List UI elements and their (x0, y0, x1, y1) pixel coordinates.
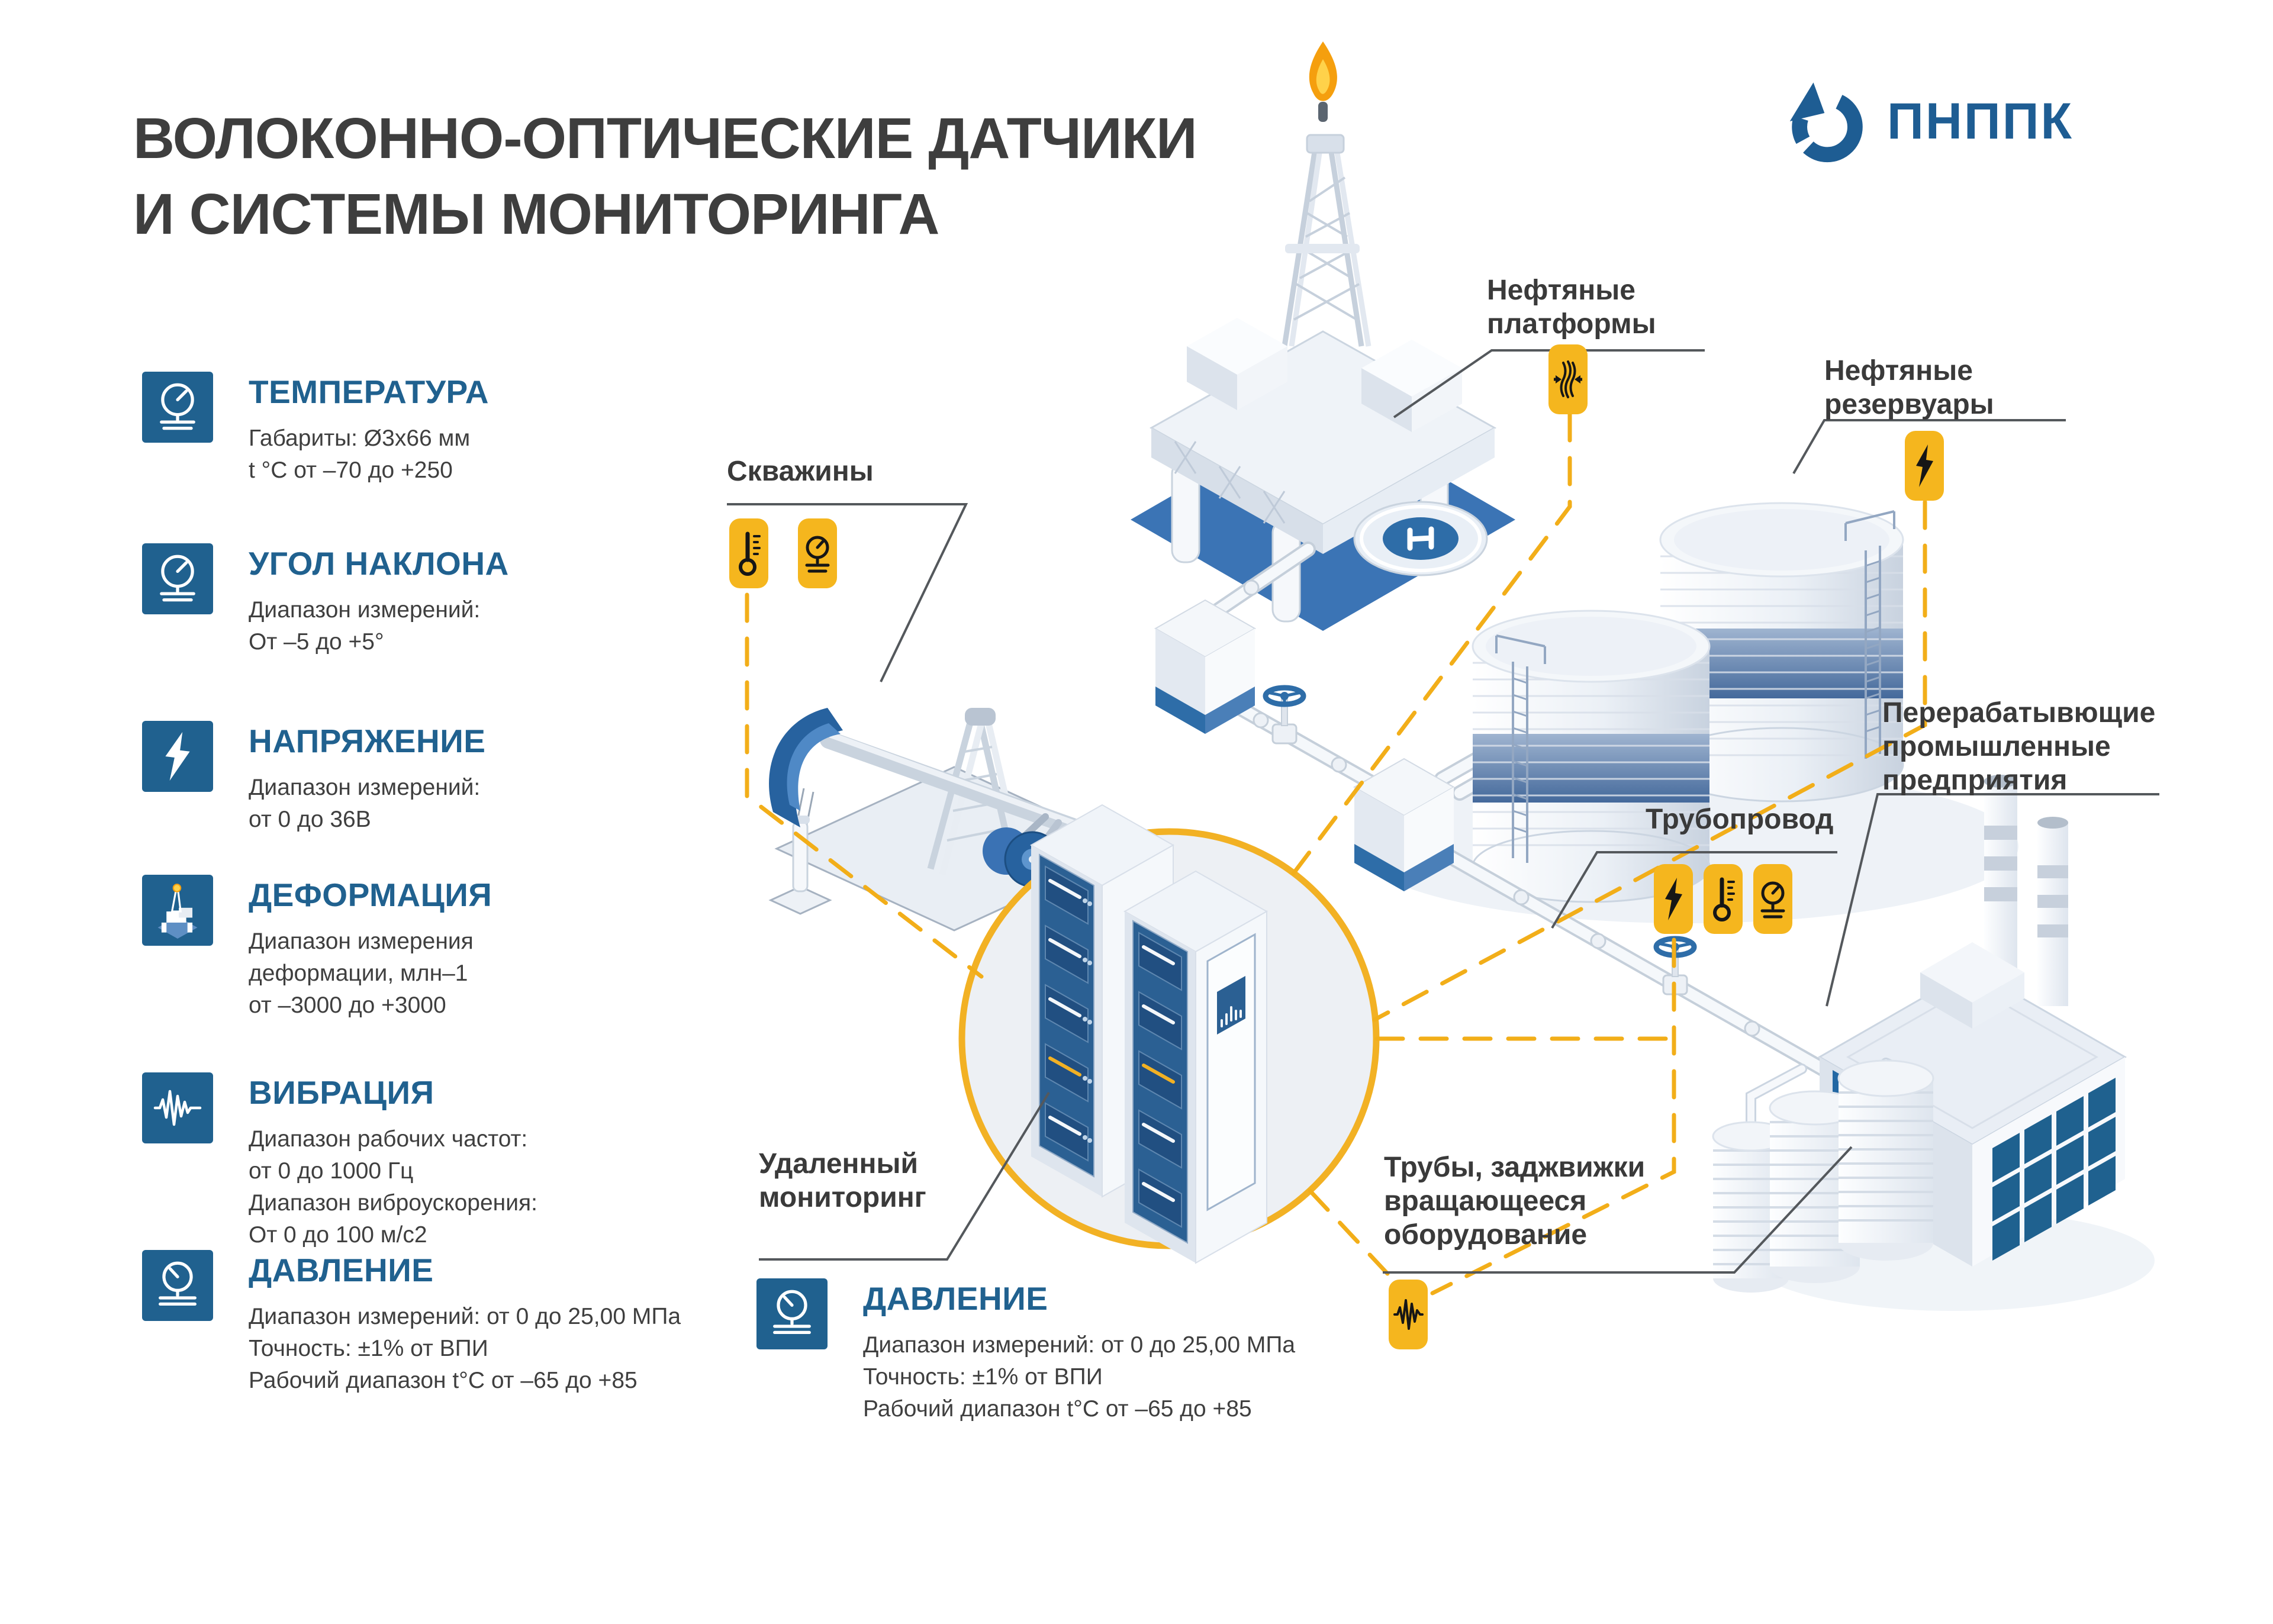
logo-text: ПНППК (1887, 92, 2074, 150)
voltage-badge-icon (1654, 864, 1693, 934)
vibration-badge-icon (1389, 1280, 1428, 1349)
page-title (133, 101, 1197, 252)
sensor-spec: Диапазон измерений: (249, 597, 481, 623)
sensor-spec: деформации, млн–1 (249, 961, 468, 986)
sensor-spec: от 0 до 1000 Гц (249, 1158, 414, 1184)
label-processing-plants: Перерабатывющие промышленные предприятия (1882, 697, 2156, 796)
sensor-spec: Диапазон рабочих частот: (249, 1126, 528, 1152)
sensor-spec: Диапазон измерений: от 0 до 25,00 МПа (249, 1304, 681, 1329)
pressure-gauge-icon (142, 1250, 213, 1321)
sensor-item-pressure (142, 1250, 681, 1397)
label-pipes-equipment: Трубы, заджвижки вращающееся оборудование (1384, 1152, 1646, 1251)
sensor-heading: УГОЛ НАКЛОНА (249, 545, 509, 582)
pressure-callout (756, 1278, 1295, 1425)
label-oil-reservoirs: Нефтяные резервуары (1824, 355, 1994, 420)
vibration-icon (142, 1072, 213, 1143)
sensor-spec: Диапазон измерений: от 0 до 25,00 МПа (863, 1332, 1296, 1358)
deformation-badge-icon (1548, 344, 1588, 414)
label-remote-monitoring: Удаленный мониторинг (759, 1148, 926, 1213)
lightning-icon (142, 721, 213, 792)
ribbed-tank (1839, 1061, 1933, 1261)
gauge-icon (142, 543, 213, 614)
sensor-spec: Рабочий диапазон t°C от –65 до +85 (863, 1396, 1252, 1422)
sensor-heading: НАПРЯЖЕНИЕ (249, 723, 486, 759)
gauge-icon (142, 372, 213, 443)
sensor-spec: Точность: ±1% от ВПИ (863, 1364, 1103, 1390)
sensor-spec: Диапазон измерения (249, 929, 474, 954)
sensor-item-vibration (142, 1072, 537, 1251)
sensor-spec: От –5 до +5° (249, 629, 384, 655)
pressure-gauge-icon (756, 1278, 828, 1349)
sensor-heading: ДЕФОРМАЦИЯ (249, 877, 492, 913)
thermometer-badge-icon (729, 518, 768, 588)
helipad (1354, 502, 1487, 575)
sensor-heading: ТЕМПЕРАТУРА (249, 373, 490, 410)
sensor-spec: t °C от –70 до +250 (249, 457, 453, 483)
thermometer-badge-icon (1704, 864, 1743, 934)
sensor-spec: Габариты: Ø3х66 мм (249, 426, 471, 451)
logo-mark-icon (1783, 77, 1872, 166)
sensor-item-tilt-angle (142, 543, 509, 658)
sensor-heading: ВИБРАЦИЯ (249, 1074, 434, 1111)
sensor-spec: Диапазон измерений: (249, 775, 481, 800)
gauge-badge-icon (1753, 864, 1792, 934)
sensor-spec: От 0 до 100 м/с2 (249, 1222, 427, 1248)
sensor-spec: Точность: ±1% от ВПИ (249, 1336, 488, 1361)
sensor-spec: от –3000 до +3000 (249, 993, 446, 1018)
sensor-spec: Рабочий диапазон t°C от –65 до +85 (249, 1368, 638, 1393)
label-wells: Скважины (727, 456, 874, 487)
sensor-heading: ДАВЛЕНИЕ (249, 1252, 434, 1288)
sensor-item-temperature (142, 372, 489, 486)
sensor-item-voltage (142, 721, 485, 836)
gauge-badge-icon (798, 518, 837, 588)
oil-platform-icon (142, 875, 213, 946)
page-title-line2: И СИСТЕМЫ МОНИТОРИНГА (133, 182, 939, 246)
sensor-heading: ДАВЛЕНИЕ (863, 1280, 1048, 1317)
label-pipeline: Трубопровод (1646, 804, 1834, 835)
sensor-item-deformation (142, 875, 492, 1022)
sensor-spec: от 0 до 36В (249, 807, 371, 832)
company-logo (1783, 77, 2074, 166)
voltage-badge-icon (1905, 431, 1944, 501)
pipe-junction-a (1155, 600, 1255, 734)
page-title-line1: ВОЛОКОННО-ОПТИЧЕСКИЕ ДАТЧИКИ (133, 106, 1197, 170)
sensor-spec: Диапазон виброускорения: (249, 1190, 537, 1216)
label-oil-platforms: Нефтяные платформы (1487, 275, 1656, 340)
